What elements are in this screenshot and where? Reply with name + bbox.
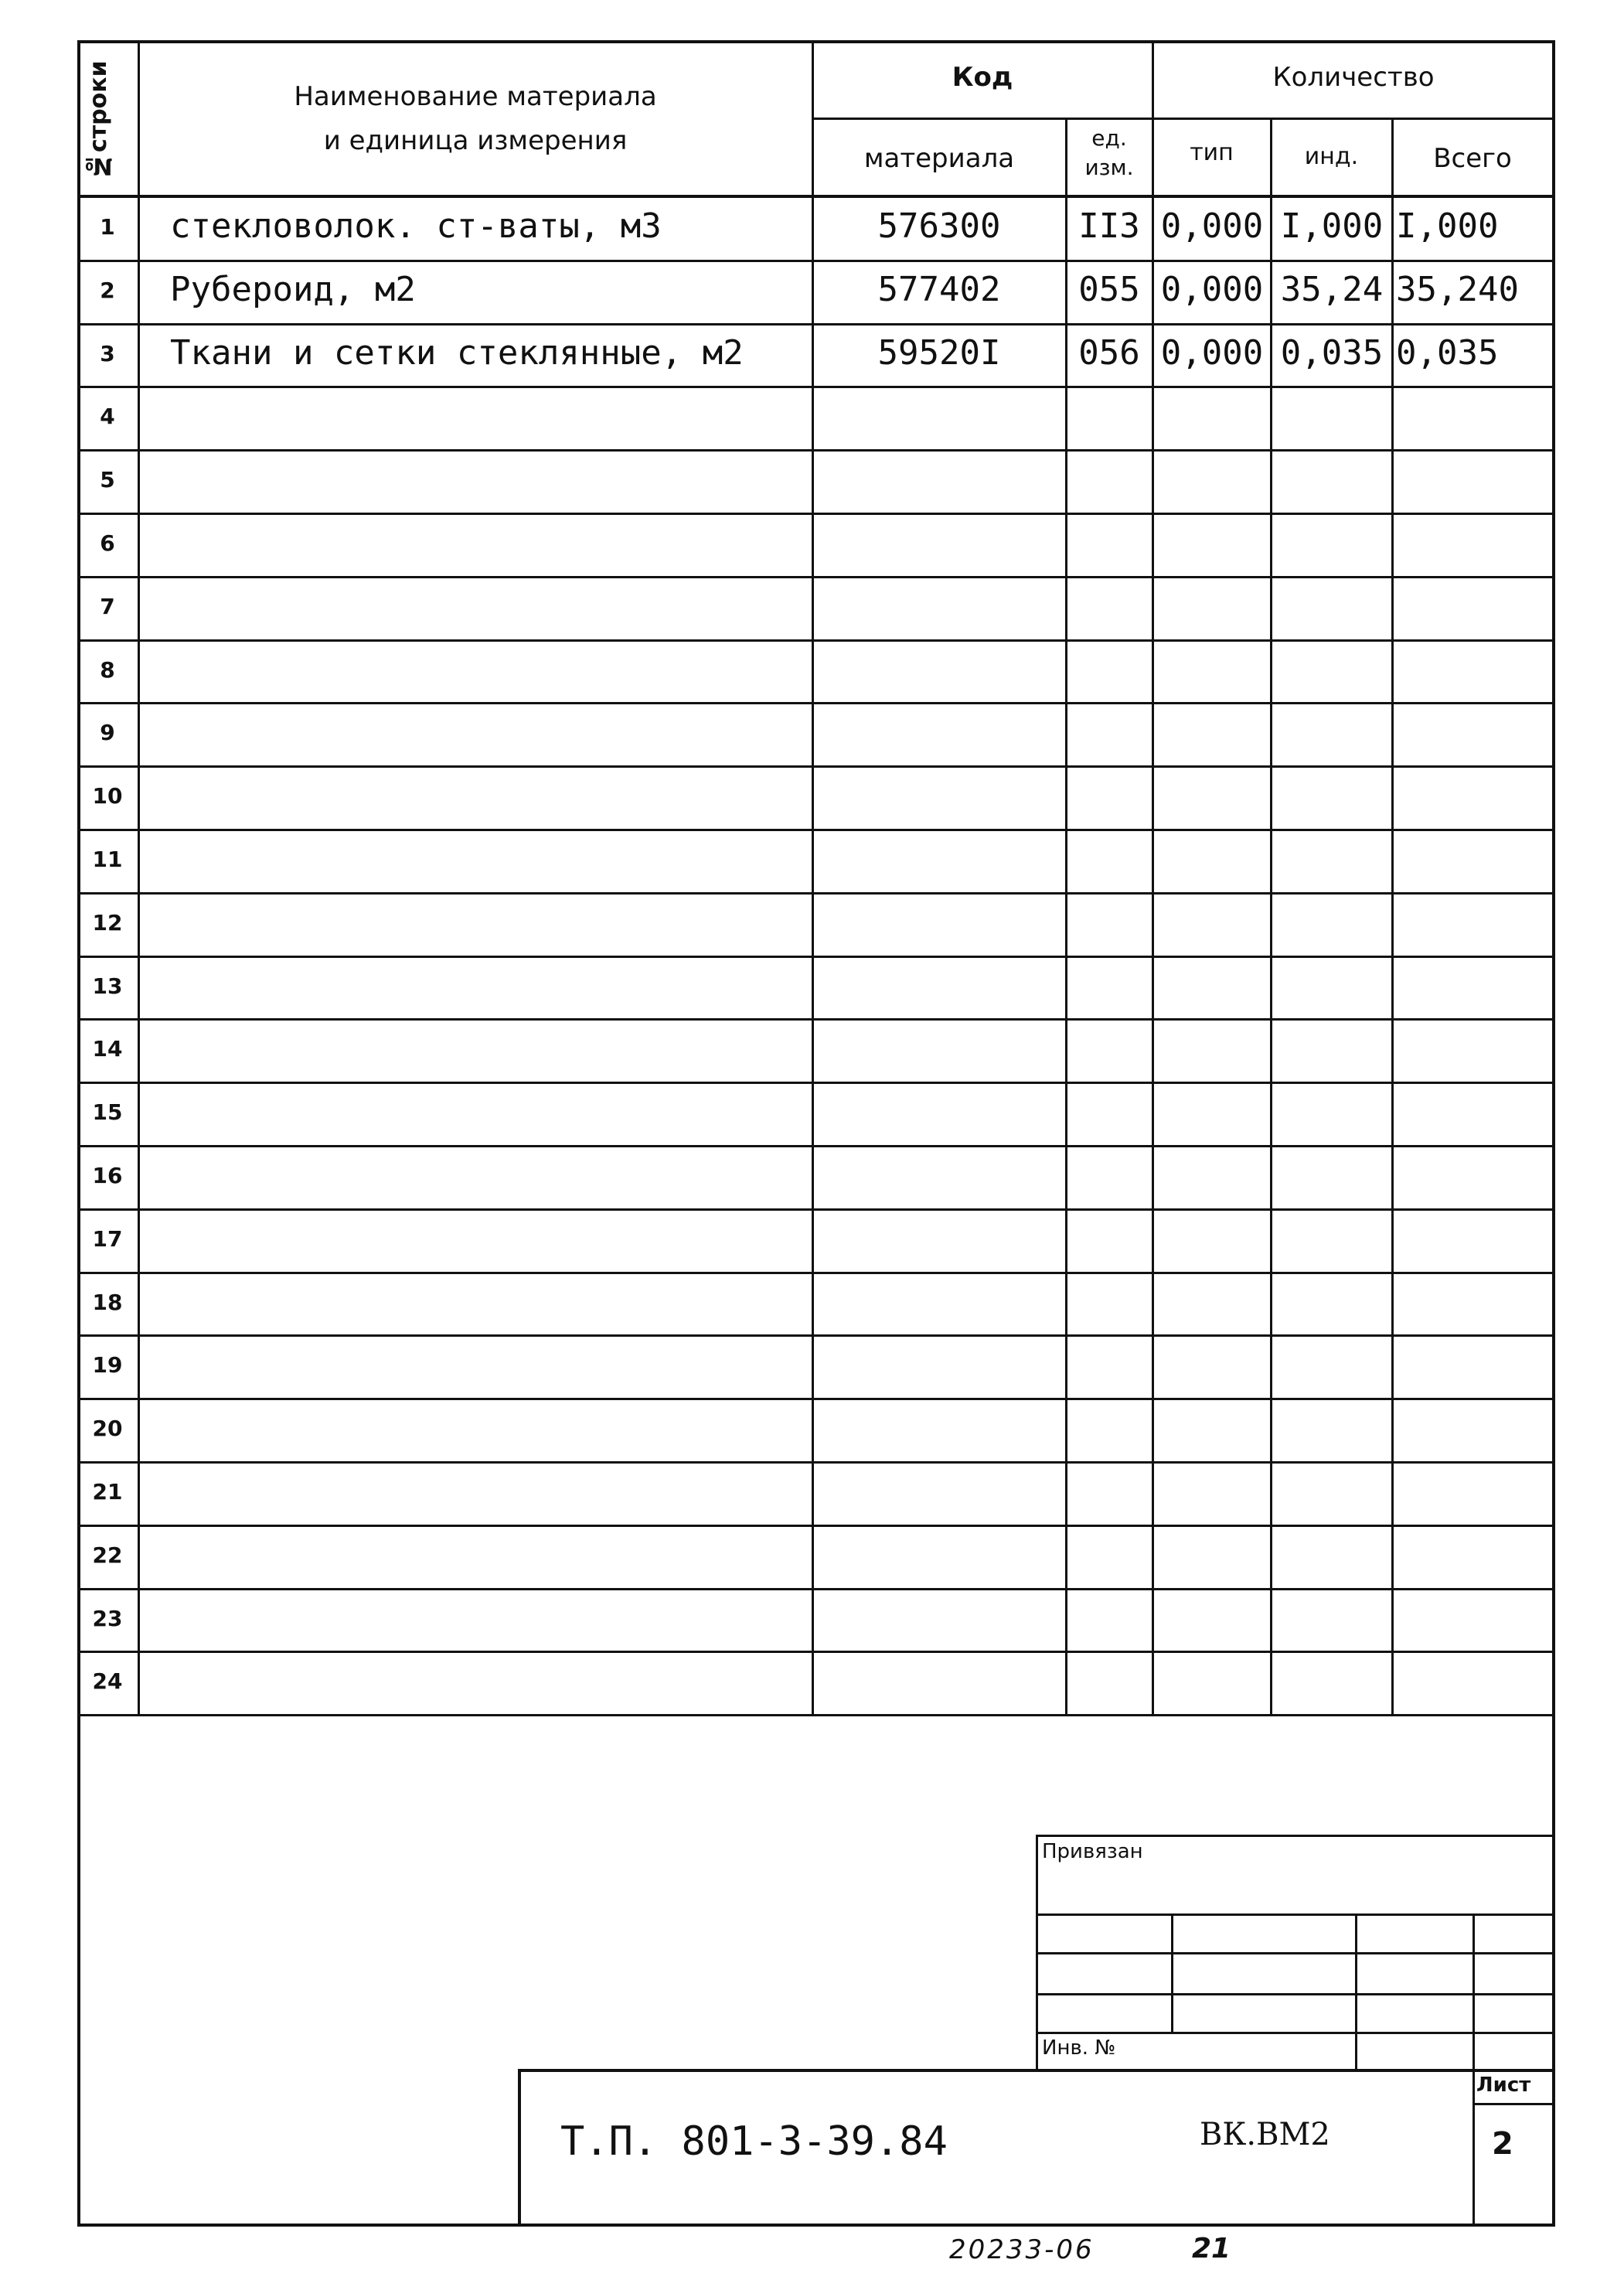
row-divider: [77, 702, 1555, 704]
cell-total: 0,035: [1396, 332, 1499, 373]
row-number: 7: [100, 593, 115, 619]
stamp-vline-1: [1171, 1913, 1173, 2034]
row-divider: [77, 323, 1555, 325]
cell-unit: 056: [1078, 332, 1140, 373]
stamp-line-4: [1036, 2032, 1555, 2034]
cell-ind: I,000: [1280, 206, 1384, 246]
row-divider: [77, 829, 1555, 831]
row-divider: [77, 1398, 1555, 1400]
row-divider: [77, 386, 1555, 388]
type-header: тип: [1190, 139, 1234, 166]
row-divider: [77, 1272, 1555, 1274]
cell-ind: 0,035: [1280, 332, 1384, 373]
row-divider: [77, 449, 1555, 452]
row-divider: [77, 956, 1555, 958]
cell-name: стекловолок. ст-ваты, м3: [170, 206, 662, 246]
row-divider: [77, 1018, 1555, 1021]
row-divider: [77, 260, 1555, 262]
row-divider: [77, 1588, 1555, 1590]
row-divider: [77, 1334, 1555, 1337]
cell-name: Рубероид, м2: [170, 269, 416, 309]
row-divider: [77, 1208, 1555, 1211]
stamp-line-3: [1036, 1993, 1555, 1995]
cell-code: 576300: [877, 206, 1001, 246]
row-number: 13: [92, 973, 123, 999]
row-number: 5: [100, 467, 115, 493]
row-number: 14: [92, 1036, 123, 1062]
row-number: 16: [92, 1162, 123, 1188]
cell-name: Ткани и сетки стеклянные, м2: [170, 332, 744, 373]
row-number: 19: [92, 1352, 123, 1378]
row-number: 17: [92, 1225, 123, 1252]
unit-header-line1: ед.: [1091, 125, 1127, 151]
row-number-header: №строки: [85, 60, 112, 179]
cell-code: 59520I: [877, 332, 1001, 373]
cell-type: 0,000: [1160, 269, 1264, 309]
cell-unit: II3: [1078, 206, 1140, 246]
material-code-header: материала: [863, 143, 1015, 174]
row-divider: [77, 1145, 1555, 1147]
row-number: 1: [100, 213, 115, 240]
stamp-top-line: [1036, 1835, 1555, 1837]
code-header: Код: [952, 62, 1013, 93]
sheet-label: Лист: [1476, 2074, 1531, 2097]
inventory-number-label: Инв. №: [1042, 2036, 1116, 2060]
row-number: 21: [92, 1478, 123, 1505]
row-divider: [77, 1082, 1555, 1084]
cell-unit: 055: [1078, 269, 1140, 309]
row-divider: [77, 1461, 1555, 1464]
unit-header-line2: изм.: [1084, 155, 1134, 180]
total-header: Всего: [1433, 143, 1512, 174]
archive-number: 20233-06: [949, 2234, 1095, 2265]
row-number: 9: [100, 720, 115, 746]
row-number: 20: [92, 1416, 123, 1442]
cell-code: 577402: [877, 269, 1001, 309]
title-block-top-line: [518, 2069, 1555, 2072]
row-divider: [77, 576, 1555, 578]
row-divider: [77, 892, 1555, 895]
sheet-divider: [1472, 2103, 1555, 2105]
bound-label: Привязан: [1042, 1840, 1143, 1863]
row-number: 8: [100, 656, 115, 683]
row-number: 6: [100, 530, 115, 556]
row-number: 10: [92, 783, 123, 809]
quantity-header: Количество: [1272, 62, 1435, 93]
row-number: 11: [92, 846, 123, 872]
title-block-left-line: [518, 2069, 521, 2227]
row-number: 22: [92, 1542, 123, 1568]
row-number: 12: [92, 909, 123, 935]
row-number: 23: [92, 1605, 123, 1631]
document-code: ВК.ВМ2: [1200, 2117, 1330, 2152]
row-divider: [77, 1525, 1555, 1527]
row-number: 24: [92, 1668, 123, 1695]
cell-ind: 35,24: [1280, 269, 1384, 309]
row-number: 15: [92, 1099, 123, 1126]
row-number: 18: [92, 1289, 123, 1315]
material-name-header-line2: и единица измерения: [323, 125, 628, 156]
document-number: Т.П. 801-3-39.84: [560, 2118, 948, 2165]
stamp-vline-2: [1355, 1913, 1357, 2070]
row-divider: [77, 1714, 1555, 1716]
row-number: 3: [100, 340, 115, 366]
cell-total: I,000: [1396, 206, 1499, 246]
row-divider: [77, 639, 1555, 642]
page-index: 21: [1192, 2233, 1231, 2264]
row-divider: [77, 765, 1555, 768]
row-divider: [77, 1651, 1555, 1653]
cell-type: 0,000: [1160, 332, 1264, 373]
stamp-line-1: [1036, 1913, 1555, 1916]
material-name-header-line1: Наименование материала: [294, 81, 657, 112]
row-divider: [77, 513, 1555, 515]
row-number: 4: [100, 404, 115, 430]
row-number: 2: [100, 277, 115, 303]
cell-type: 0,000: [1160, 206, 1264, 246]
ind-header: инд.: [1304, 143, 1359, 170]
stamp-line-2: [1036, 1952, 1555, 1954]
sheet-number: 2: [1492, 2126, 1513, 2162]
cell-total: 35,240: [1396, 269, 1519, 309]
